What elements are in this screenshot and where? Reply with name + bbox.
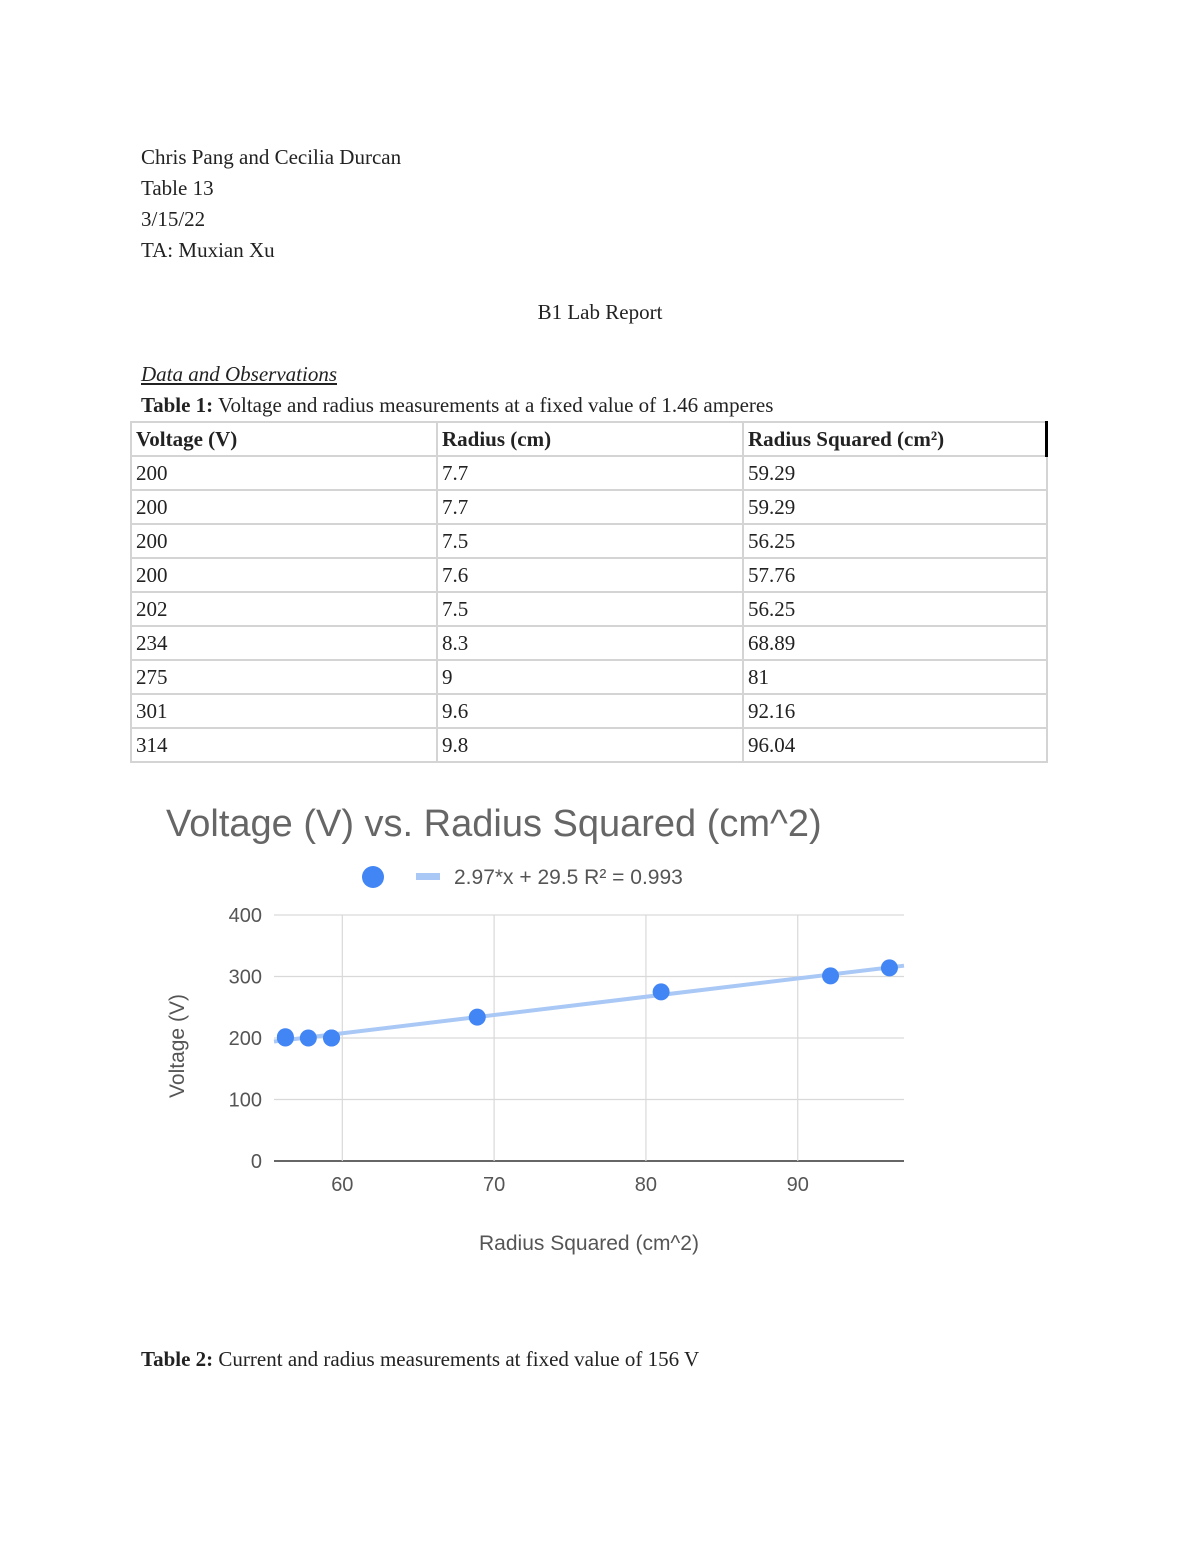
x-tick-label: 60 <box>331 1174 354 1196</box>
authors-line: Chris Pang and Cecilia Durcan <box>141 145 402 169</box>
table-cell: 200 <box>131 456 437 490</box>
table-cell: 81 <box>743 660 1047 694</box>
data-point <box>300 1030 317 1047</box>
table-cell: 200 <box>131 524 437 558</box>
section-heading: Data and Observations <box>141 362 337 386</box>
table1 <box>130 421 1048 763</box>
table1-caption-text: Voltage and radius measurements at a fixed value of 1.46 amperes <box>213 393 774 417</box>
table-cell: 56.25 <box>743 592 1047 626</box>
data-point <box>277 1028 294 1045</box>
data-point <box>881 959 898 976</box>
legend-trendline-label: 2.97*x + 29.5 R² = 0.993 <box>454 866 683 889</box>
y-axis-title: Voltage (V) <box>166 994 189 1098</box>
table-cell: 9.8 <box>437 728 743 762</box>
y-tick-label: 0 <box>250 1151 262 1173</box>
y-tick-label: 100 <box>228 1089 262 1112</box>
table-cell: 7.7 <box>437 456 743 490</box>
legend-marker <box>362 866 384 888</box>
table1-body <box>131 456 1047 762</box>
table-cell: 7.6 <box>437 558 743 592</box>
data-point <box>653 983 670 1000</box>
table-cell: 200 <box>131 490 437 524</box>
x-axis-title: Radius Squared (cm^2) <box>479 1232 699 1255</box>
data-point <box>469 1009 486 1026</box>
table-cell: 7.5 <box>437 524 743 558</box>
report-title: B1 Lab Report <box>537 300 663 324</box>
table-row <box>131 728 1047 762</box>
table-cell: 59.29 <box>743 490 1047 524</box>
table-row <box>131 558 1047 592</box>
table2-caption-text: Current and radius measurements at fixed value of 156 V <box>213 1347 700 1371</box>
x-tick-label: 70 <box>482 1174 506 1196</box>
chart-title: Voltage (V) vs. Radius Squared (cm^2) <box>166 803 822 845</box>
table-cell: 8.3 <box>437 626 743 660</box>
table-row <box>131 456 1047 490</box>
table1-header-row <box>131 422 1047 456</box>
table-row <box>131 660 1047 694</box>
table-cell: 275 <box>131 660 437 694</box>
table-row <box>131 490 1047 524</box>
table-cell: 9 <box>437 660 743 694</box>
table-cell: 57.76 <box>743 558 1047 592</box>
table-number-line: Table 13 <box>141 176 214 200</box>
table-cell: 301 <box>131 694 437 728</box>
chart-svg <box>140 795 940 1275</box>
table-cell: 200 <box>131 558 437 592</box>
table1-header-cell: Radius Squared (cm²) <box>743 422 1047 456</box>
voltage-chart <box>140 795 940 1275</box>
table-row <box>131 626 1047 660</box>
table-cell: 7.7 <box>437 490 743 524</box>
table-cell: 68.89 <box>743 626 1047 660</box>
x-tick-label: 90 <box>786 1174 809 1196</box>
table2-caption <box>141 1346 699 1372</box>
table-cell: 7.5 <box>437 592 743 626</box>
ta-line: TA: Muxian Xu <box>141 238 275 262</box>
x-tick-label: 80 <box>634 1174 658 1196</box>
table-row <box>131 694 1047 728</box>
table-cell: 9.6 <box>437 694 743 728</box>
y-tick-label: 200 <box>228 1028 262 1050</box>
table1-caption <box>141 392 773 418</box>
table1-header-cell: Voltage (V) <box>131 422 437 456</box>
data-point <box>323 1030 340 1047</box>
table1-caption-label: Table 1: <box>141 393 214 417</box>
table2-caption-label: Table 2: <box>141 1347 214 1371</box>
table-cell: 92.16 <box>743 694 1047 728</box>
table-cell: 96.04 <box>743 728 1047 762</box>
table-cell: 234 <box>131 626 437 660</box>
table-cell: 59.29 <box>743 456 1047 490</box>
y-tick-label: 300 <box>228 966 262 989</box>
table-cell: 56.25 <box>743 524 1047 558</box>
legend-trendline-swatch <box>416 873 440 880</box>
table1-header-cell: Radius (cm) <box>437 422 743 456</box>
table-row <box>131 592 1047 626</box>
table-cell: 314 <box>131 728 437 762</box>
y-tick-label: 400 <box>228 905 262 927</box>
table-cell: 202 <box>131 592 437 626</box>
table-row <box>131 524 1047 558</box>
data-point <box>822 967 839 984</box>
date-line: 3/15/22 <box>141 207 206 231</box>
